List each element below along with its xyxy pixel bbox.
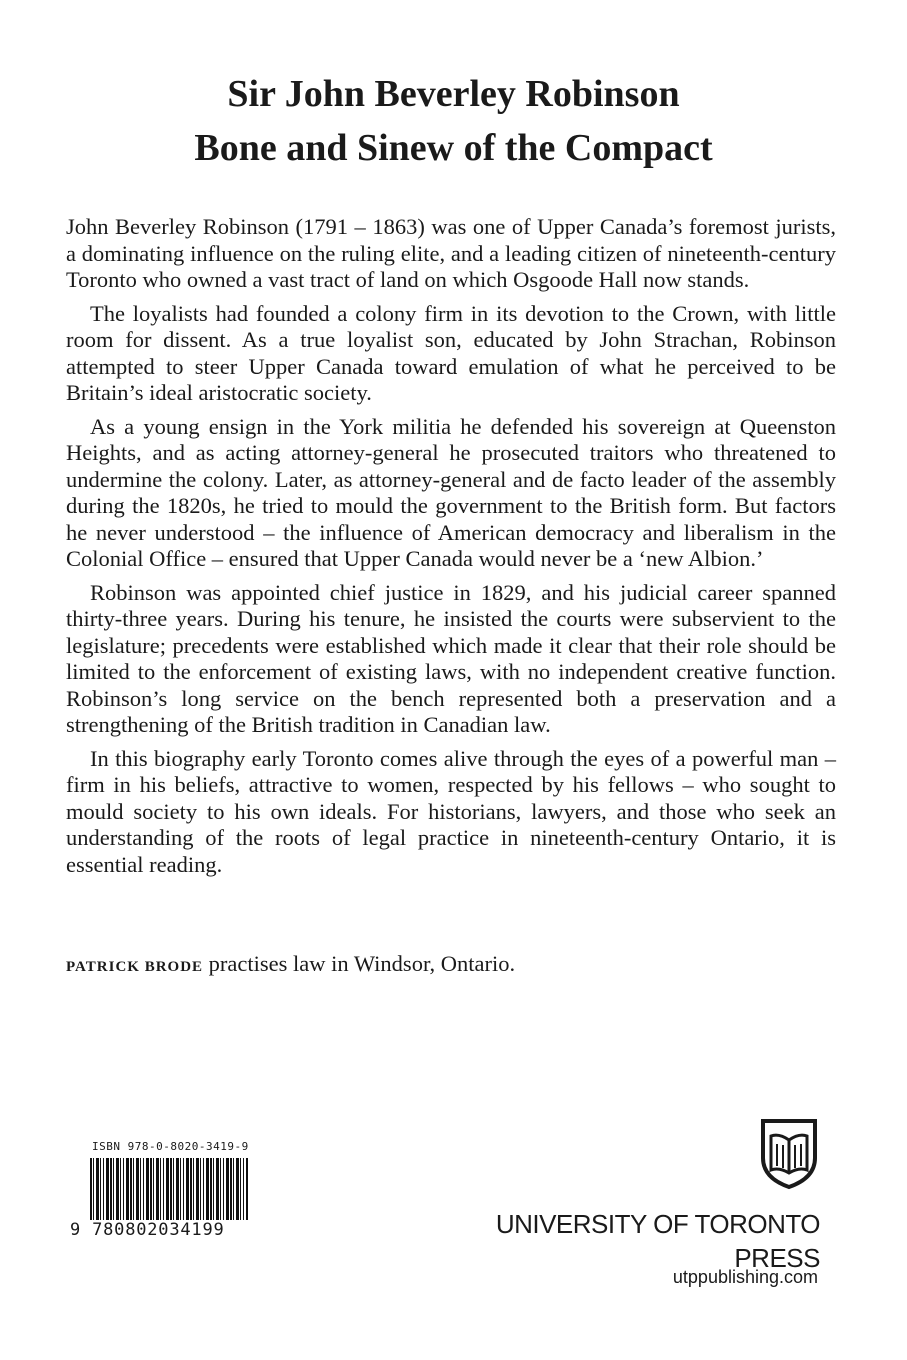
publisher-name: UNIVERSITY OF TORONTO PRESS (495, 1209, 820, 1273)
ean-main-digits: 780802034199 (92, 1220, 225, 1240)
ean-digits (70, 1220, 225, 1240)
author-bio (66, 951, 836, 981)
barcode-guard-bars (90, 1158, 248, 1220)
author-bio-text: practises law in Windsor, Ontario. (203, 951, 516, 976)
isbn-label: ISBN 978-0-8020-3419-9 (92, 1140, 249, 1153)
blurb-paragraph: The loyalists had founded a colony firm in its devotion to the Crown, with little room for dissent. As a true loyalist son, educated by John Strachan, Robinson attempted to steer Upper Canada toward emulation of what he perceived to be Britain’s ideal aristocratic society. (66, 300, 836, 405)
author-name: PATRICK BRODE (66, 959, 204, 975)
isbn-barcode (70, 1140, 250, 1240)
book-subtitle: Bone and Sinew of the Compact (194, 127, 713, 169)
ean-first-digit: 9 (70, 1220, 82, 1240)
blurb-paragraph: As a young ensign in the York militia he defended his sovereign at Queenston Heights, and as acting attorney-general he prosecuted traitors who threatened to undermine the colony. Later, as attorney-general and de facto leader of the assembly during the 1820s, he tried to mould the government to the British form. But factors he never understood – the influence of American democracy and liberalism in the Colonial Office – ensured that Upper Canada would never be a ‘new Albion.’ (66, 413, 836, 571)
blurb-paragraph: Robinson was appointed chief justice in 1829, and his judicial career spanned thirty-three years. During his tenure, he insisted the courts were subservient to the legislature; precedents were established which made it clear that their role should be limited to the enforcement of existing laws, with no independent creative function. Robinson’s long service on the bench represented both a preservation and a strengthening of the British tradition in Canadian law. (66, 579, 836, 737)
open-book-shield-icon (760, 1118, 818, 1190)
book-title: Sir John Beverley Robinson (227, 73, 680, 115)
blurb-paragraph: In this biography early Toronto comes alive through the eyes of a powerful man – firm in his beliefs, attractive to women, respected by his fellows – who sought to mould society to his own ideals. For historians, lawyers, and those who seek an understanding of the roots of legal practice in nineteenth-century Ontario, it is essential reading. (66, 745, 836, 877)
blurb-paragraph: John Beverley Robinson (1791 – 1863) was one of Upper Canada’s foremost jurists, a dominating influence on the ruling elite, and a leading citizen of nineteenth-century Toronto who owned a vast tract of land on which Osgoode Hall now stands. (66, 214, 836, 292)
blurb (66, 214, 836, 885)
publisher-url: utppublishing.com (672, 1267, 818, 1287)
